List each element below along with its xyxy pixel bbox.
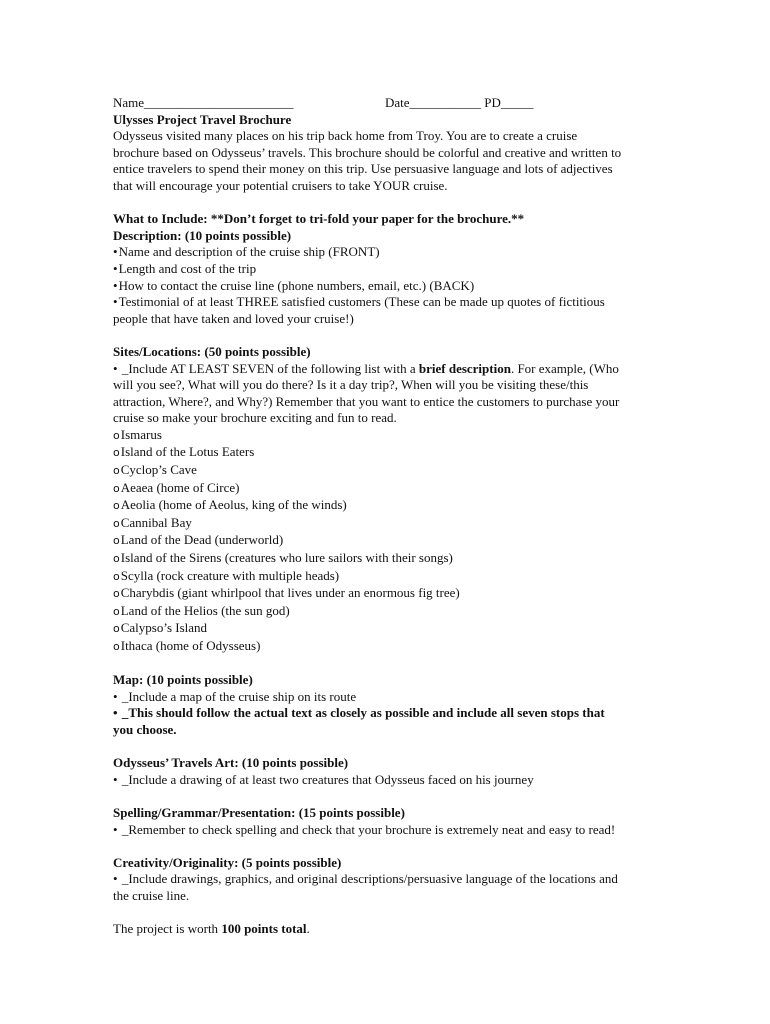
circle-bullet-icon: o [113,587,120,601]
list-item-continuation: the cruise line. [113,887,190,903]
circle-bullet-icon: o [113,552,120,566]
bullet-icon: • [113,771,118,787]
bullet-icon: • [113,260,118,276]
circle-bullet-icon: o [113,569,120,583]
list-item: •Name and description of the cruise ship (FRONT) [113,244,380,260]
circle-bullet-icon: o [113,464,120,478]
spacer [113,656,658,673]
intro-line-1: Odysseus visited many places on his trip back home from Troy. You are to create a cruise [113,128,578,144]
list-item: •How to contact the cruise line (phone numbers, email, etc.) (BACK) [113,277,475,293]
list-item-continuation: people that have taken and loved your cruise!) [113,310,354,326]
spelling-heading: Spelling/Grammar/Presentation: (15 points possible) [113,804,405,820]
circle-bullet-icon: o [113,446,120,460]
bullet-icon: • [113,688,118,704]
location-item: oIsland of the Sirens (creatures who lure sailors with their songs) [113,550,453,566]
circle-bullet-icon: o [113,499,120,513]
intro-line-4: that will encourage your potential cruisers to take YOUR cruise. [113,177,448,193]
header-row [113,95,658,112]
location-item: oIsland of the Lotus Eaters [113,444,255,460]
description-heading: Description: (10 points possible) [113,227,292,243]
location-item: oCannibal Bay [113,514,192,530]
map-heading: Map: (10 points possible) [113,672,253,688]
spacer [113,327,658,344]
intro-line-2: brochure based on Odysseus’ travels. This brochure should be colorful and creative and written to [113,144,622,160]
list-item: • _Include drawings, graphics, and original descriptions/persuasive language of the locations and [113,871,618,887]
list-item: •Testimonial of at least THREE satisfied customers (These can be made up quotes of fictitious [113,294,605,310]
location-item: oScylla (rock creature with multiple heads) [113,567,340,583]
location-item: oLand of the Dead (underworld) [113,532,284,548]
spacer [113,838,658,855]
location-item: oAeolia (home of Aeolus, king of the winds) [113,497,347,513]
circle-bullet-icon: o [113,516,120,530]
bullet-icon: • [113,294,118,310]
bullet-icon: • [113,244,118,260]
location-item: oIthaca (home of Odysseus) [113,638,261,653]
spacer [113,739,658,756]
intro-line-3: entice travelers to spend their money on this trip. Use persuasive language and lots of adjectives [113,161,613,177]
art-heading: Odysseus’ Travels Art: (10 points possible) [113,755,349,771]
sites-intro-line-2: will you see?, What will you do there? Is it a day trip?, When will you be visiting these/this [113,377,589,393]
spacer [113,788,658,805]
project-total: The project is worth 100 points total. [113,921,310,937]
location-item: oLand of the Helios (the sun god) [113,602,290,618]
bullet-icon: • [113,360,118,376]
list-item: • _Remember to check spelling and check that your brochure is extremely neat and easy to read! [113,821,616,837]
location-item: oCalypso’s Island [113,620,208,636]
list-item: • _Include a drawing of at least two creatures that Odysseus faced on his journey [113,771,534,787]
sites-heading: Sites/Locations: (50 points possible) [113,343,311,359]
date-period-field-label: Date___________ PD_____ [385,95,534,110]
name-field-label: Name_______________________ [113,95,294,110]
list-item: • _Include a map of the cruise ship on its route [113,688,357,704]
list-item: •Length and cost of the trip [113,260,257,276]
spacer [113,905,658,922]
location-item: oIsmarus [113,426,162,442]
sites-intro-line-4: cruise so make your brochure exciting and fun to read. [113,410,397,426]
circle-bullet-icon: o [113,640,120,653]
bullet-icon: • [113,705,118,721]
document-title: Ulysses Project Travel Brochure [113,111,292,127]
bullet-icon: • [113,871,118,887]
what-to-include-heading: What to Include: **Don’t forget to tri-fold your paper for the brochure.** [113,211,525,227]
circle-bullet-icon: o [113,604,120,618]
creativity-heading: Creativity/Originality: (5 points possible) [113,854,342,870]
circle-bullet-icon: o [113,534,120,548]
circle-bullet-icon: o [113,428,120,442]
location-item: oAeaea (home of Circe) [113,479,240,495]
circle-bullet-icon: o [113,481,120,495]
document-content [113,95,658,938]
bullet-icon: • [113,821,118,837]
location-item: oCharybdis (giant whirlpool that lives under an enormous fig tree) [113,585,460,601]
sites-intro-line-3: attraction, Where?, and Why?) Remember that you want to entice the customers to purchase your [113,393,620,409]
spacer [113,195,658,212]
location-item: oCyclop’s Cave [113,462,197,478]
list-item: • _This should follow the actual text as closely as possible and include all seven stops that [113,705,605,721]
bullet-icon: • [113,277,118,293]
list-item-continuation: you choose. [113,721,177,737]
circle-bullet-icon: o [113,622,120,636]
sites-intro-line-1: • _Include AT LEAST SEVEN of the following list with a brief description. For example, (Who [113,360,619,376]
